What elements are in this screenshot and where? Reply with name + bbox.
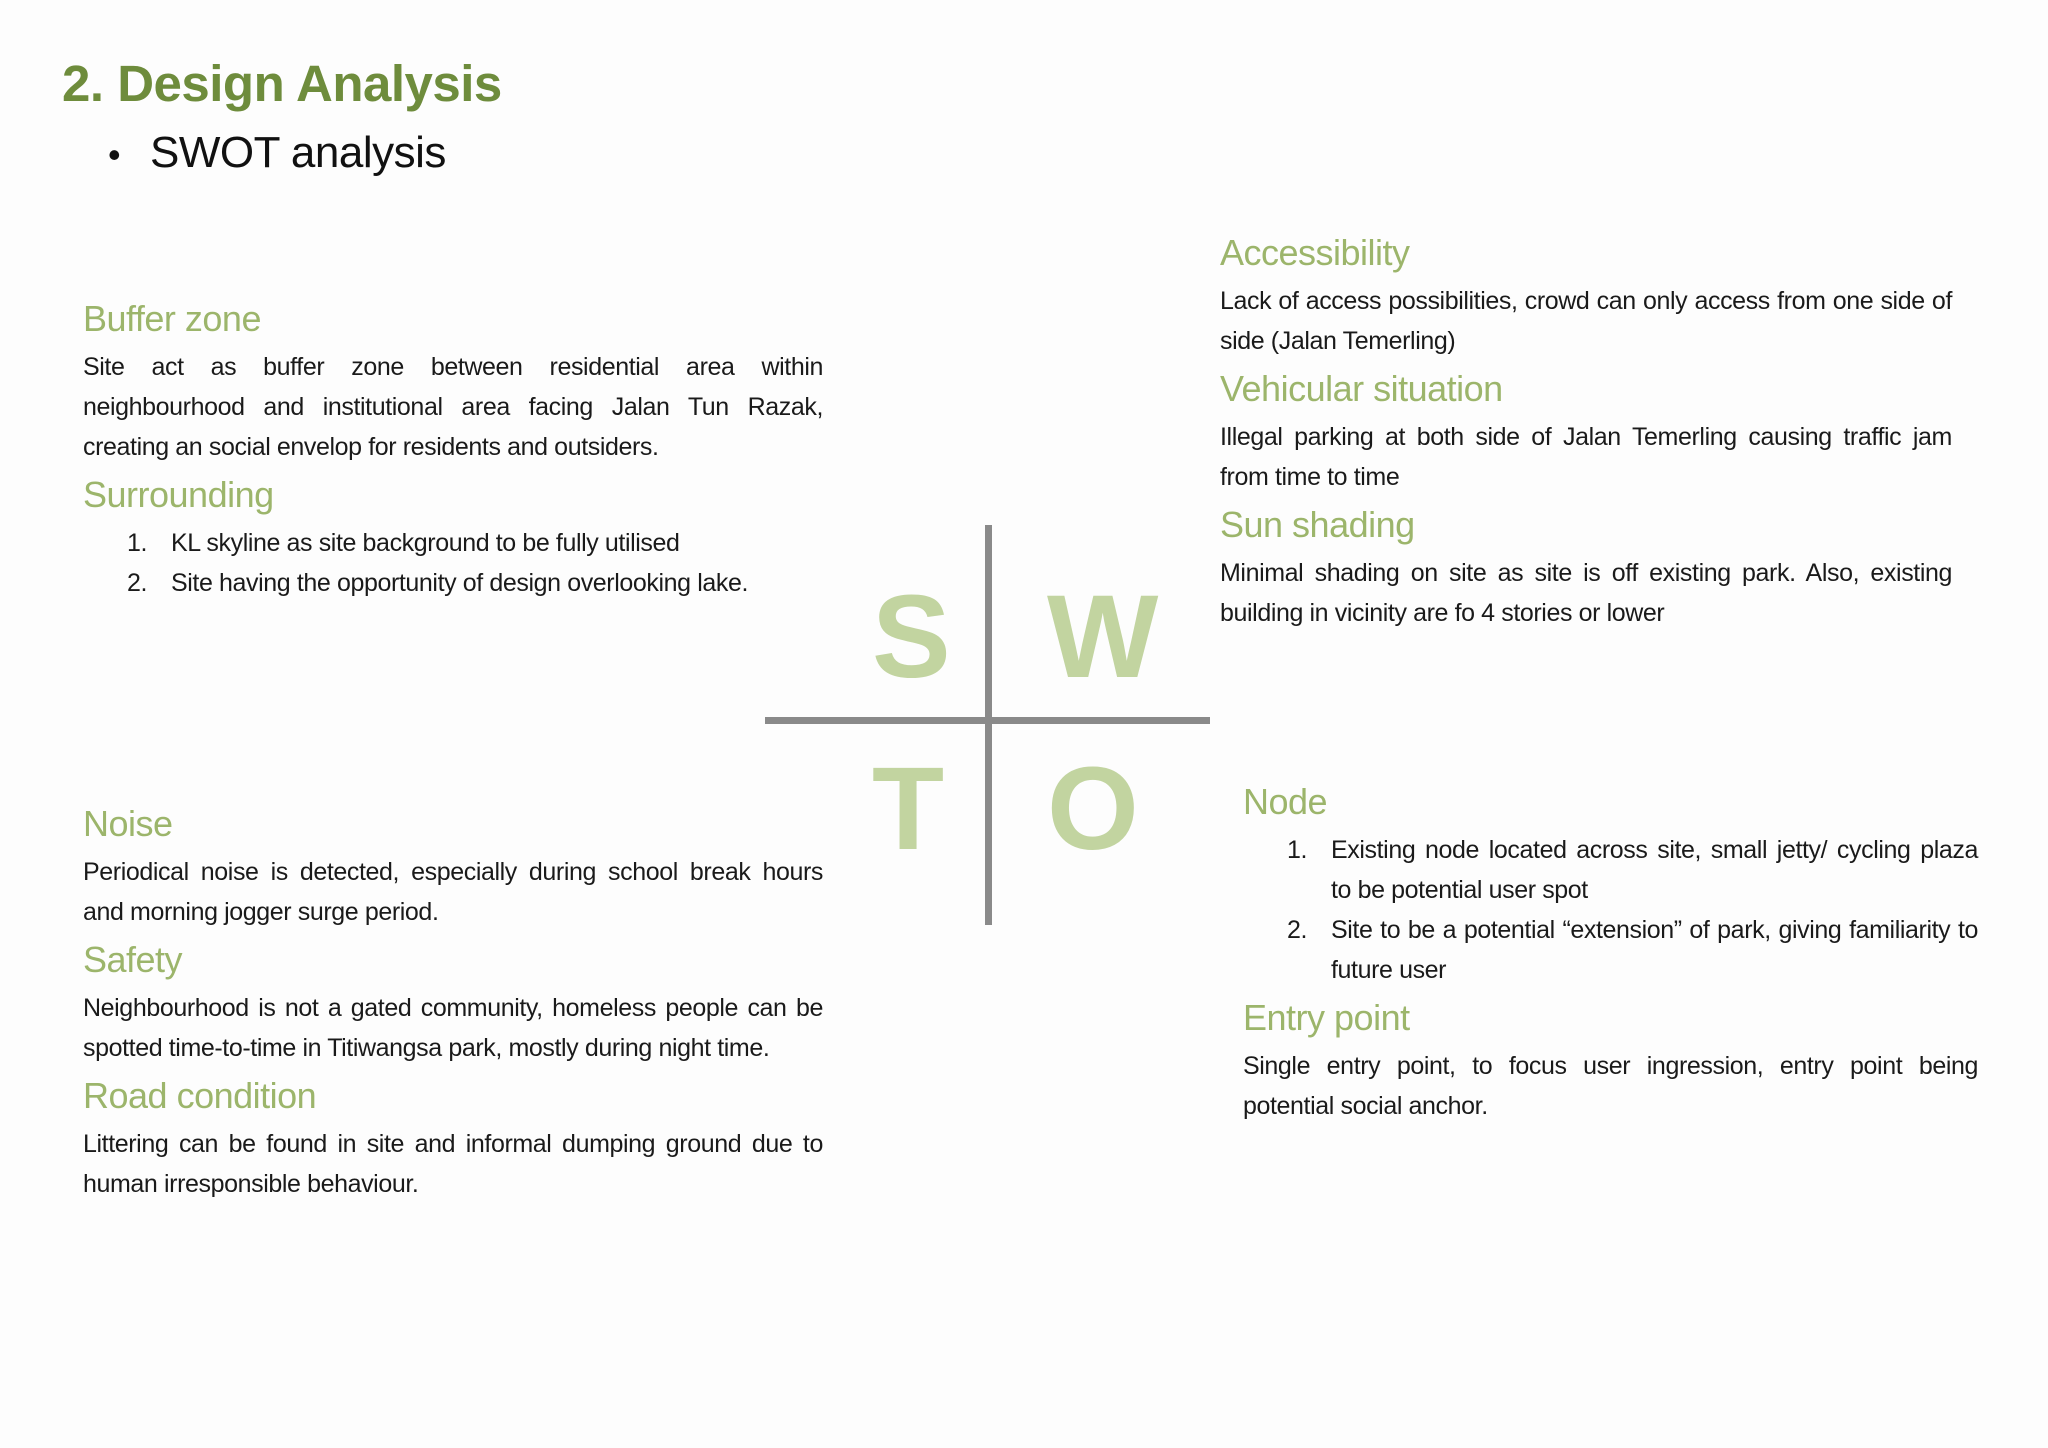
swot-letter-w: W [1047, 571, 1159, 703]
list-item-text: KL skyline as site background to be fully utilised [171, 529, 680, 557]
road-condition-text: Littering can be found in site and informal dumping ground due to human irresponsible behaviour. [83, 1130, 823, 1198]
list-number: 2. [127, 569, 148, 597]
node-heading: Node [1243, 781, 1328, 822]
list-item-text: Existing node located across site, small jetty/ cycling plaza to be potential user spot [1331, 836, 1978, 904]
list-item-text: Site to be a potential “extension” of park, giving familiarity to future user [1331, 916, 1978, 984]
subtitle [108, 128, 446, 178]
safety-heading: Safety [83, 939, 183, 980]
list-number: 1. [1287, 836, 1308, 864]
list-item [83, 523, 823, 563]
accessibility-text: Lack of access possibilities, crowd can only access from one side of side (Jalan Temerling) [1220, 287, 1952, 355]
subtitle-text: SWOT analysis [150, 128, 446, 177]
road-condition-heading: Road condition [83, 1075, 317, 1116]
list-item [1243, 910, 1978, 990]
swot-letter-o: O [1047, 743, 1139, 875]
list-item [1243, 830, 1978, 910]
vehicular-heading: Vehicular situation [1220, 368, 1503, 409]
accessibility-heading: Accessibility [1220, 232, 1410, 273]
noise-text: Periodical noise is detected, especially during school break hours and morning jogger surge period. [83, 858, 823, 926]
list-number: 1. [127, 529, 148, 557]
page-title: 2. Design Analysis [62, 55, 502, 112]
weaknesses-section [1220, 231, 1952, 639]
sun-shading-heading: Sun shading [1220, 504, 1415, 545]
buffer-zone-heading: Buffer zone [83, 298, 261, 339]
list-number: 2. [1287, 916, 1308, 944]
safety-text: Neighbourhood is not a gated community, homeless people can be spotted time-to-time in Titiwangsa park, mostly during night time. [83, 994, 823, 1062]
sun-shading-text: Minimal shading on site as site is off existing park. Also, existing building in vicinity are fo 4 stories or lower [1220, 559, 1952, 627]
opportunities-section [1243, 780, 1978, 1132]
noise-heading: Noise [83, 803, 173, 844]
swot-letter-t: T [872, 743, 945, 875]
list-item-text: Site having the opportunity of design overlooking lake. [171, 569, 748, 597]
buffer-zone-text: Site act as buffer zone between residential area within neighbourhood and institutional area facing Jalan Tun Razak, creating an social envelop for residents and outsiders. [83, 353, 823, 461]
swot-diagram [765, 525, 1210, 925]
entry-point-heading: Entry point [1243, 997, 1410, 1038]
swot-letter-s: S [872, 571, 951, 703]
vehicular-text: Illegal parking at both side of Jalan Temerling causing traffic jam from time to time [1220, 423, 1952, 491]
threats-section [83, 802, 823, 1210]
surrounding-heading: Surrounding [83, 474, 274, 515]
surrounding-list [83, 523, 823, 603]
list-item [83, 563, 823, 603]
entry-point-text: Single entry point, to focus user ingression, entry point being potential social anchor. [1243, 1052, 1978, 1120]
strengths-section [83, 297, 823, 603]
node-list [1243, 830, 1978, 990]
bullet-icon: • [108, 134, 121, 175]
swot-horizontal-line [765, 717, 1210, 724]
swot-vertical-line [985, 525, 992, 925]
